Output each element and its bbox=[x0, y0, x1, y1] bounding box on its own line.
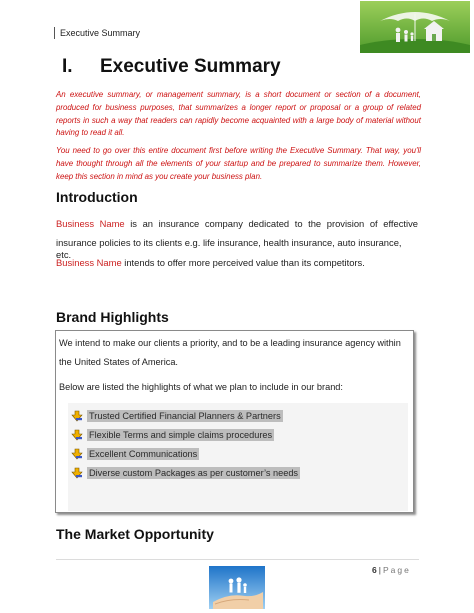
introduction-line-1 bbox=[56, 218, 418, 230]
guidance-paragraph-definition: An executive summary, or management summary, is a short document or section of a document, produced for business purposes, that summarizes a longer report or proposal or a group of related reports in such a way that readers can rapidly become acquainted with a large body of material without having to read it all. bbox=[56, 90, 421, 138]
highlight-text: Diverse custom Packages as per customer’s needs bbox=[89, 468, 299, 478]
section-number: I. bbox=[62, 56, 73, 77]
introduction-line-1-text: is an insurance company dedicated to the provision of effective bbox=[124, 218, 418, 229]
business-name-placeholder: Business Name bbox=[56, 218, 125, 229]
highlights-list bbox=[68, 403, 408, 511]
brand-line-2: the United States of America. bbox=[59, 357, 178, 367]
guidance-paragraph-instructions: You need to go over this entire document first before writing the Executive Summary. That way, you'll have thought through all the elements of your startup and be prepared to summarize them. However, keep this section in mind as you create your business plan. bbox=[56, 146, 421, 181]
arrow-bullet-icon bbox=[71, 467, 83, 479]
introduction-heading: Introduction bbox=[56, 189, 138, 205]
arrow-bullet-icon bbox=[71, 410, 83, 422]
business-name-placeholder: Business Name bbox=[56, 257, 122, 268]
list-item bbox=[71, 409, 283, 423]
highlight-text: Trusted Certified Financial Planners & Partners bbox=[89, 411, 281, 421]
market-opportunity-heading: The Market Opportunity bbox=[56, 526, 214, 542]
footer-divider bbox=[56, 559, 419, 560]
brand-highlights-heading: Brand Highlights bbox=[56, 309, 169, 325]
introduction-line-2: insurance policies to its clients e.g. life insurance, health insurance, auto insurance, etc. bbox=[56, 237, 402, 260]
highlight-text: Flexible Terms and simple claims procedures bbox=[89, 430, 273, 440]
highlight-text: Excellent Communications bbox=[89, 449, 198, 459]
introduction-line-3-text: intends to offer more perceived value than its competitors. bbox=[121, 257, 365, 268]
page-word: Page bbox=[382, 565, 411, 575]
list-item bbox=[71, 466, 300, 480]
umbrella-family-house-image bbox=[360, 1, 470, 53]
introduction-line-3 bbox=[56, 257, 418, 269]
arrow-bullet-icon bbox=[71, 429, 83, 441]
page-number-value: 6 bbox=[372, 565, 377, 575]
brand-line-3: Below are listed the highlights of what we plan to include in our brand: bbox=[59, 382, 343, 392]
section-title-text: Executive Summary bbox=[100, 56, 281, 77]
list-item bbox=[71, 428, 274, 442]
page-number bbox=[372, 565, 411, 575]
family-in-hand-image bbox=[209, 566, 265, 609]
brand-highlights-box bbox=[55, 330, 414, 513]
document-title bbox=[62, 56, 281, 78]
page-number-separator: | bbox=[378, 565, 381, 575]
arrow-bullet-icon bbox=[71, 448, 83, 460]
list-item bbox=[71, 447, 199, 461]
running-header: Executive Summary bbox=[54, 27, 140, 39]
brand-line-1: We intend to make our clients a priority, and to be a leading insurance agency within bbox=[59, 338, 401, 348]
